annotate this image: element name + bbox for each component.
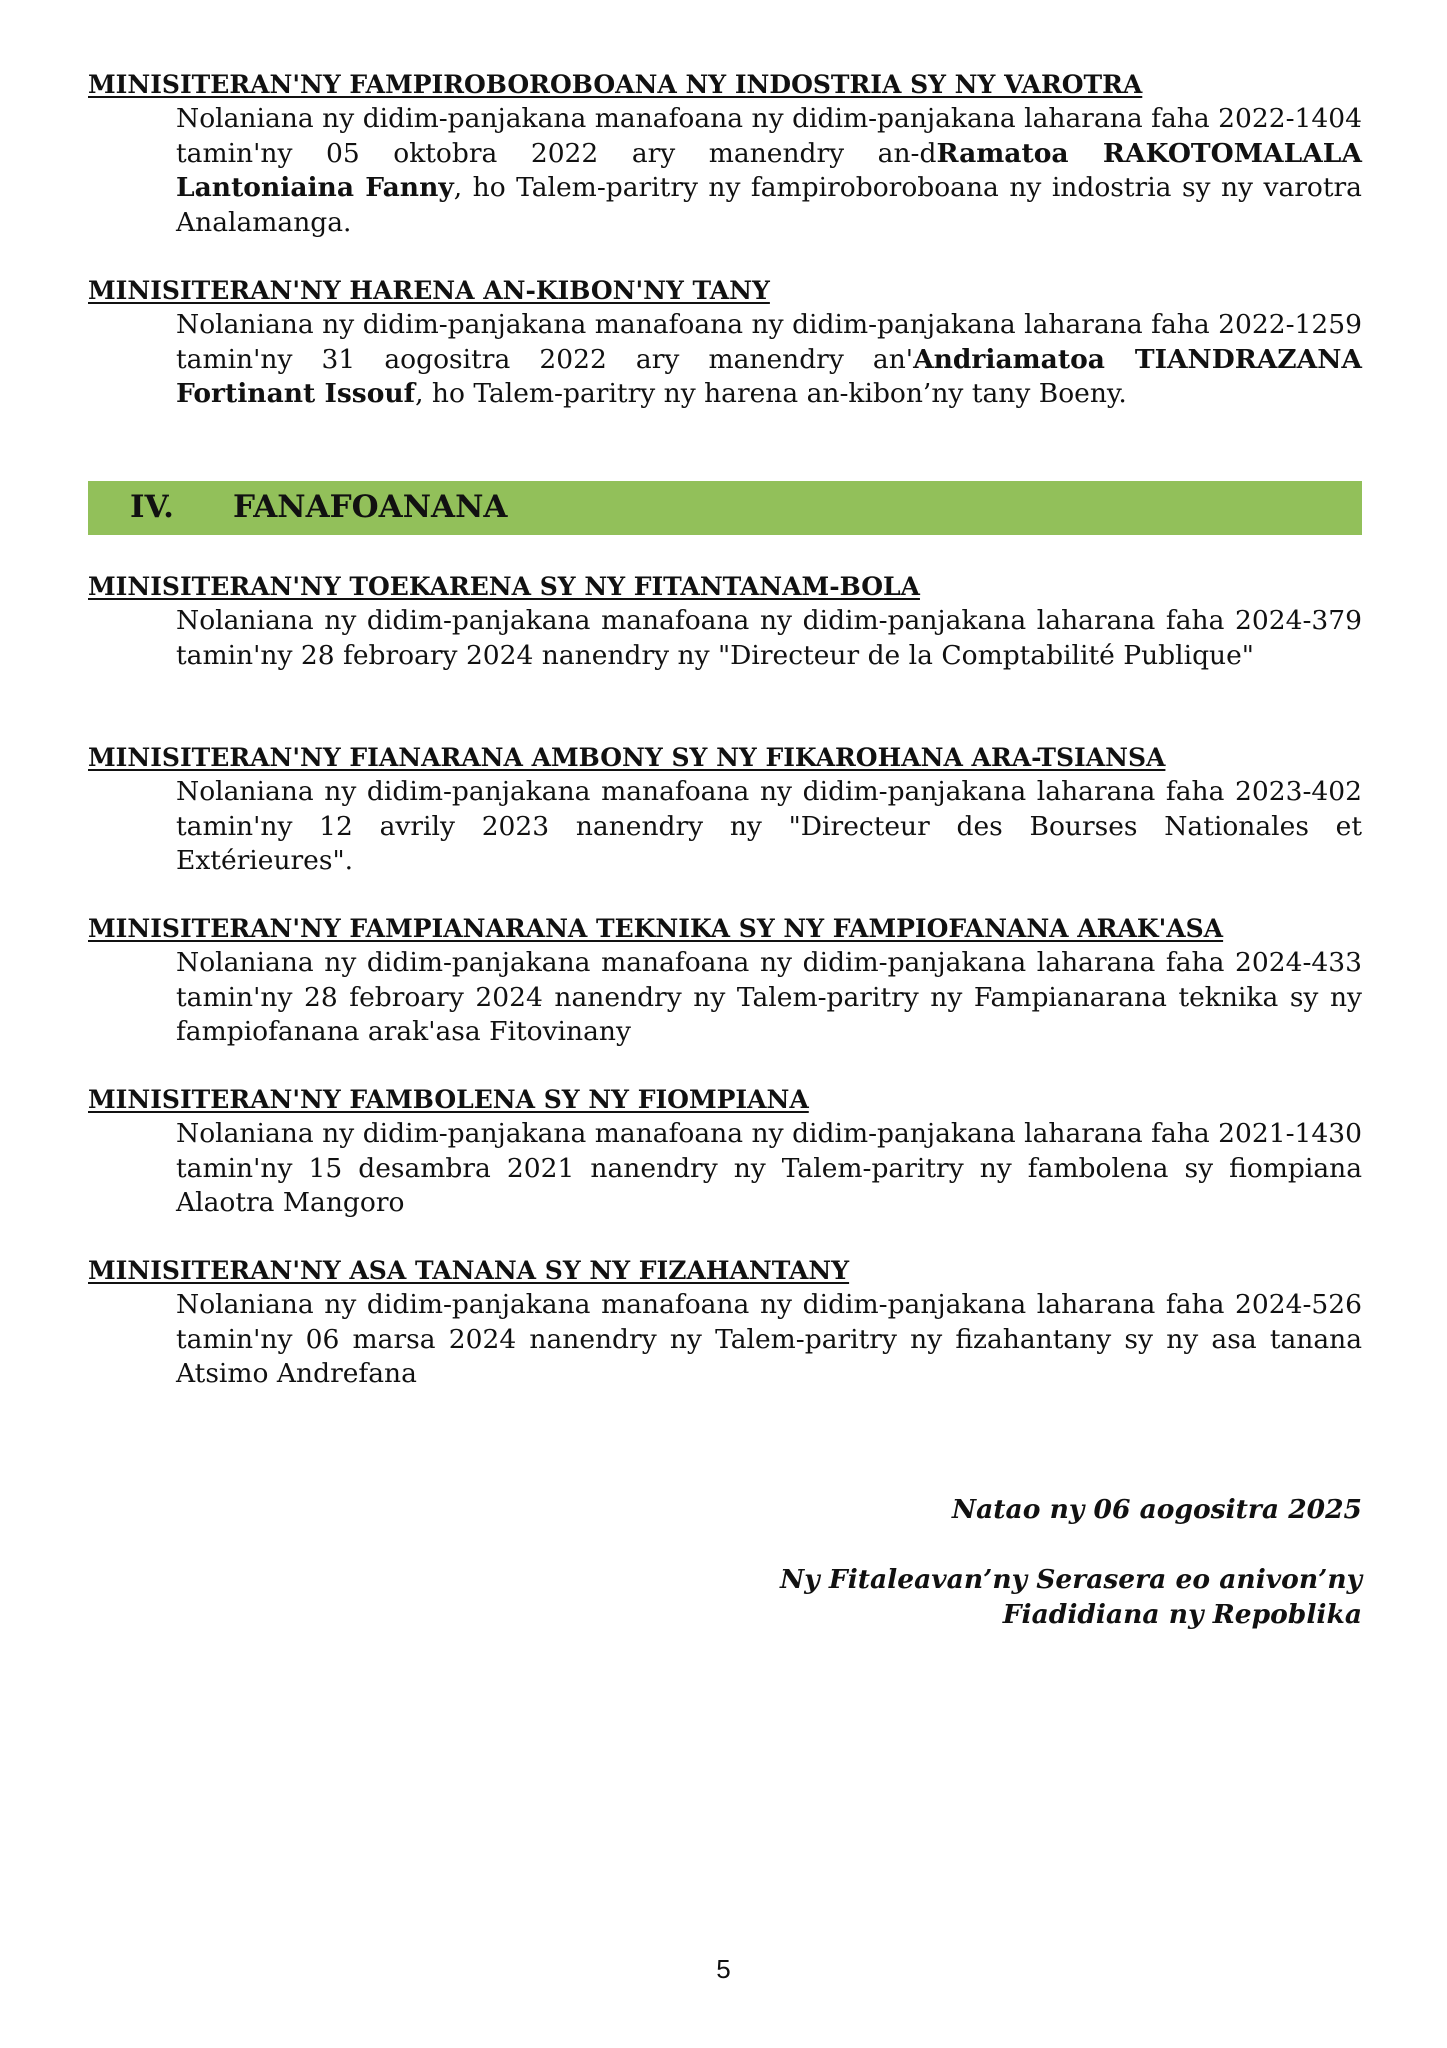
entry-mines: [88, 274, 1362, 412]
appointee-name: Ramatoa RAKOTOMALALA Lantoniaina Fanny: [176, 137, 1362, 203]
entry-text: Nolaniana ny didim-panjakana manafoana ny didim-panjakana laharana faha 2021-1430 tamin'ny 15 desambra 2021 nanendry ny Talem-paritry ny fambolena sy fiompiana Alaotra Mangoro: [176, 1118, 1362, 1218]
appointee-name: Andriamatoa TIANDRAZANA Fortinant Issouf: [176, 343, 1362, 409]
section-header-bar: [88, 481, 1362, 535]
ministry-heading: MINISITERAN'NY FAMPIANARANA TEKNIKA SY NY FAMPIOFANANA ARAK'ASA: [88, 914, 1224, 943]
section-number: IV.: [130, 489, 174, 525]
ministry-heading: MINISITERAN'NY FAMPIROBOROBOANA NY INDOSTRIA SY NY VAROTRA: [88, 70, 1143, 99]
ministry-heading: MINISITERAN'NY FAMBOLENA SY NY FIOMPIANA: [88, 1085, 809, 1114]
entry-agriculture: [88, 1083, 1362, 1221]
section-title: FANAFOANANA: [233, 489, 508, 525]
entry-text-start: Nolaniana ny didim-panjakana manafoana ny didim-panjakana laharana faha 2022-1259 tamin'ny 31 aogositra 2022 ary manendry an': [176, 309, 1362, 375]
entry-technical-education: [88, 912, 1362, 1050]
entry-text: Nolaniana ny didim-panjakana manafoana ny didim-panjakana laharana faha 2023-402 tamin'ny 12 avrily 2023 nanendry ny "Directeur des Bourses Nationales et Extérieures".: [176, 776, 1362, 876]
entry-text-end: , ho Talem-paritry ny harena an-kibon’ny tany Boeny.: [415, 378, 1127, 409]
entry-text-start: Nolaniana ny didim-panjakana manafoana ny didim-panjakana laharana faha 2022-1404 tamin'ny 05 oktobra 2022 ary manendry an-d: [176, 103, 1362, 169]
signature-line-2: Fiadidiana ny Repoblika: [1002, 1599, 1362, 1630]
entry-text: Nolaniana ny didim-panjakana manafoana ny didim-panjakana laharana faha 2024-526 tamin'ny 06 marsa 2024 nanendry ny Talem-paritry ny fizahantany sy ny asa tanana Atsimo Andrefana: [176, 1289, 1362, 1389]
ministry-heading: MINISITERAN'NY FIANARANA AMBONY SY NY FIKAROHANA ARA-TSIANSA: [88, 743, 1166, 772]
signature-line-1: Ny Fitaleavan’ny Serasera eo anivon’ny: [780, 1564, 1362, 1595]
signature-date: Natao ny 06 aogositra 2025: [951, 1494, 1362, 1525]
entry-text-end: , ho Talem-paritry ny fampiroboroboana ny indostria sy ny varotra Analamanga.: [176, 172, 1362, 238]
entry-text: Nolaniana ny didim-panjakana manafoana ny didim-panjakana laharana faha 2024-433 tamin'ny 28 febroary 2024 nanendry ny Talem-paritry ny Fampianarana teknika sy ny fampiofanana arak'asa Fitovinany: [176, 947, 1362, 1047]
ministry-heading: MINISITERAN'NY TOEKARENA SY NY FITANTANAM-BOLA: [88, 572, 920, 601]
entry-text: [176, 308, 1362, 412]
entry-handicraft-tourism: [88, 1254, 1362, 1392]
entry-text: Nolaniana ny didim-panjakana manafoana ny didim-panjakana laharana faha 2024-379 tamin'ny 28 febroary 2024 nanendry ny "Directeur de la Comptabilité Publique": [176, 605, 1362, 671]
entry-higher-education: [88, 741, 1362, 879]
page-number: 5: [716, 1954, 731, 1984]
entry-industry: [88, 68, 1362, 240]
entry-text: [176, 102, 1362, 240]
ministry-heading: MINISITERAN'NY ASA TANANA SY NY FIZAHANTANY: [88, 1256, 850, 1285]
entry-finance: [88, 570, 1362, 673]
ministry-heading: MINISITERAN'NY HARENA AN-KIBON'NY TANY: [88, 276, 770, 305]
